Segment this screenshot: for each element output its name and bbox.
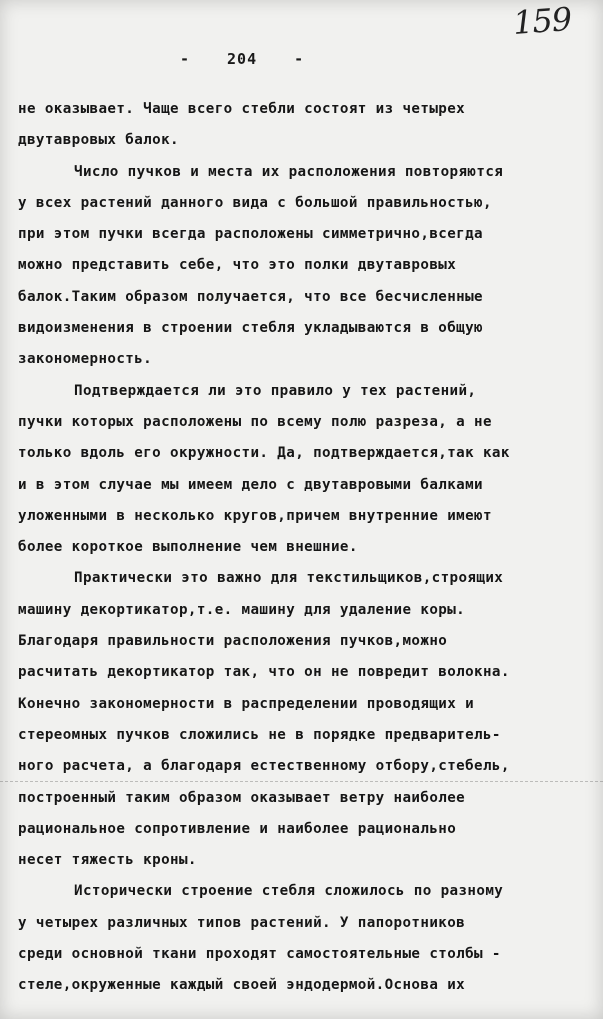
text-line: Подтверждается ли это правило у тех растений, [74, 382, 477, 399]
text-line: можно представить себе, что это полки двутавровых [18, 257, 457, 274]
text-line: Число пучков и места их расположения повторяются [74, 163, 504, 180]
text-line: у всех растений данного вида с большой правильностью, [18, 194, 492, 211]
text-line: балок.Таким образом получается, что все бесчисленные [18, 288, 483, 305]
text-line: только вдоль его окружности. Да, подтверждается,так как [18, 445, 510, 462]
text-line: Исторически строение стебля сложилось по разному [74, 883, 504, 900]
text-line: построенный таким образом оказывает ветру наиболее [18, 789, 466, 806]
text-line: Практически это важно для текстильщиков,строящих [74, 570, 504, 587]
typewritten-body [18, 94, 603, 1002]
text-line: закономерность. [18, 351, 153, 368]
text-line: несет тяжесть кроны. [18, 852, 197, 869]
text-line: уложенными в несколько кругов,причем внутренние имеют [18, 507, 492, 524]
text-line: Конечно закономерности в распределении проводящих и [18, 695, 475, 712]
text-line: Благодаря правильности расположения пучков,можно [18, 633, 448, 650]
text-line: и в этом случае мы имеем дело с двутавровыми балками [18, 476, 483, 493]
text-line: ного расчета, а благодаря естественному отбору,стебель, [18, 758, 510, 775]
page-number-left-dash: - [180, 50, 191, 68]
page-number [180, 50, 304, 68]
text-line: двутавровых балок. [18, 132, 179, 149]
text-line: пучки которых расположены по всему полю разреза, а не [18, 413, 492, 430]
text-line: расчитать декортикатор так, что он не повредит волокна. [18, 664, 510, 681]
text-line: видоизменения в строении стебля укладываются в общую [18, 320, 483, 337]
text-line: не оказывает. Чаще всего стебли состоят из четырех [18, 101, 466, 117]
text-line: стереомных пучков сложились не в порядке предваритель- [18, 726, 501, 743]
text-line: более короткое выполнение чем внешние. [18, 539, 358, 556]
text-line: машину декортикатор,т.е. машину для удаление коры. [18, 601, 466, 618]
text-line: рациональное сопротивление и наиболее рационально [18, 820, 457, 837]
archive-page-number: 159 [511, 0, 573, 42]
text-line: при этом пучки всегда расположены симметрично,всегда [18, 226, 483, 243]
text-line: стеле,окруженные каждый своей эндодермой.Основа их [18, 977, 466, 994]
page-number-right-dash: - [294, 50, 305, 68]
page-number-value: 204 [227, 50, 258, 68]
text-line: среди основной ткани проходят самостоятельные столбы - [18, 946, 501, 963]
text-line: у четырех различных типов растений. У папоротников [18, 914, 466, 931]
